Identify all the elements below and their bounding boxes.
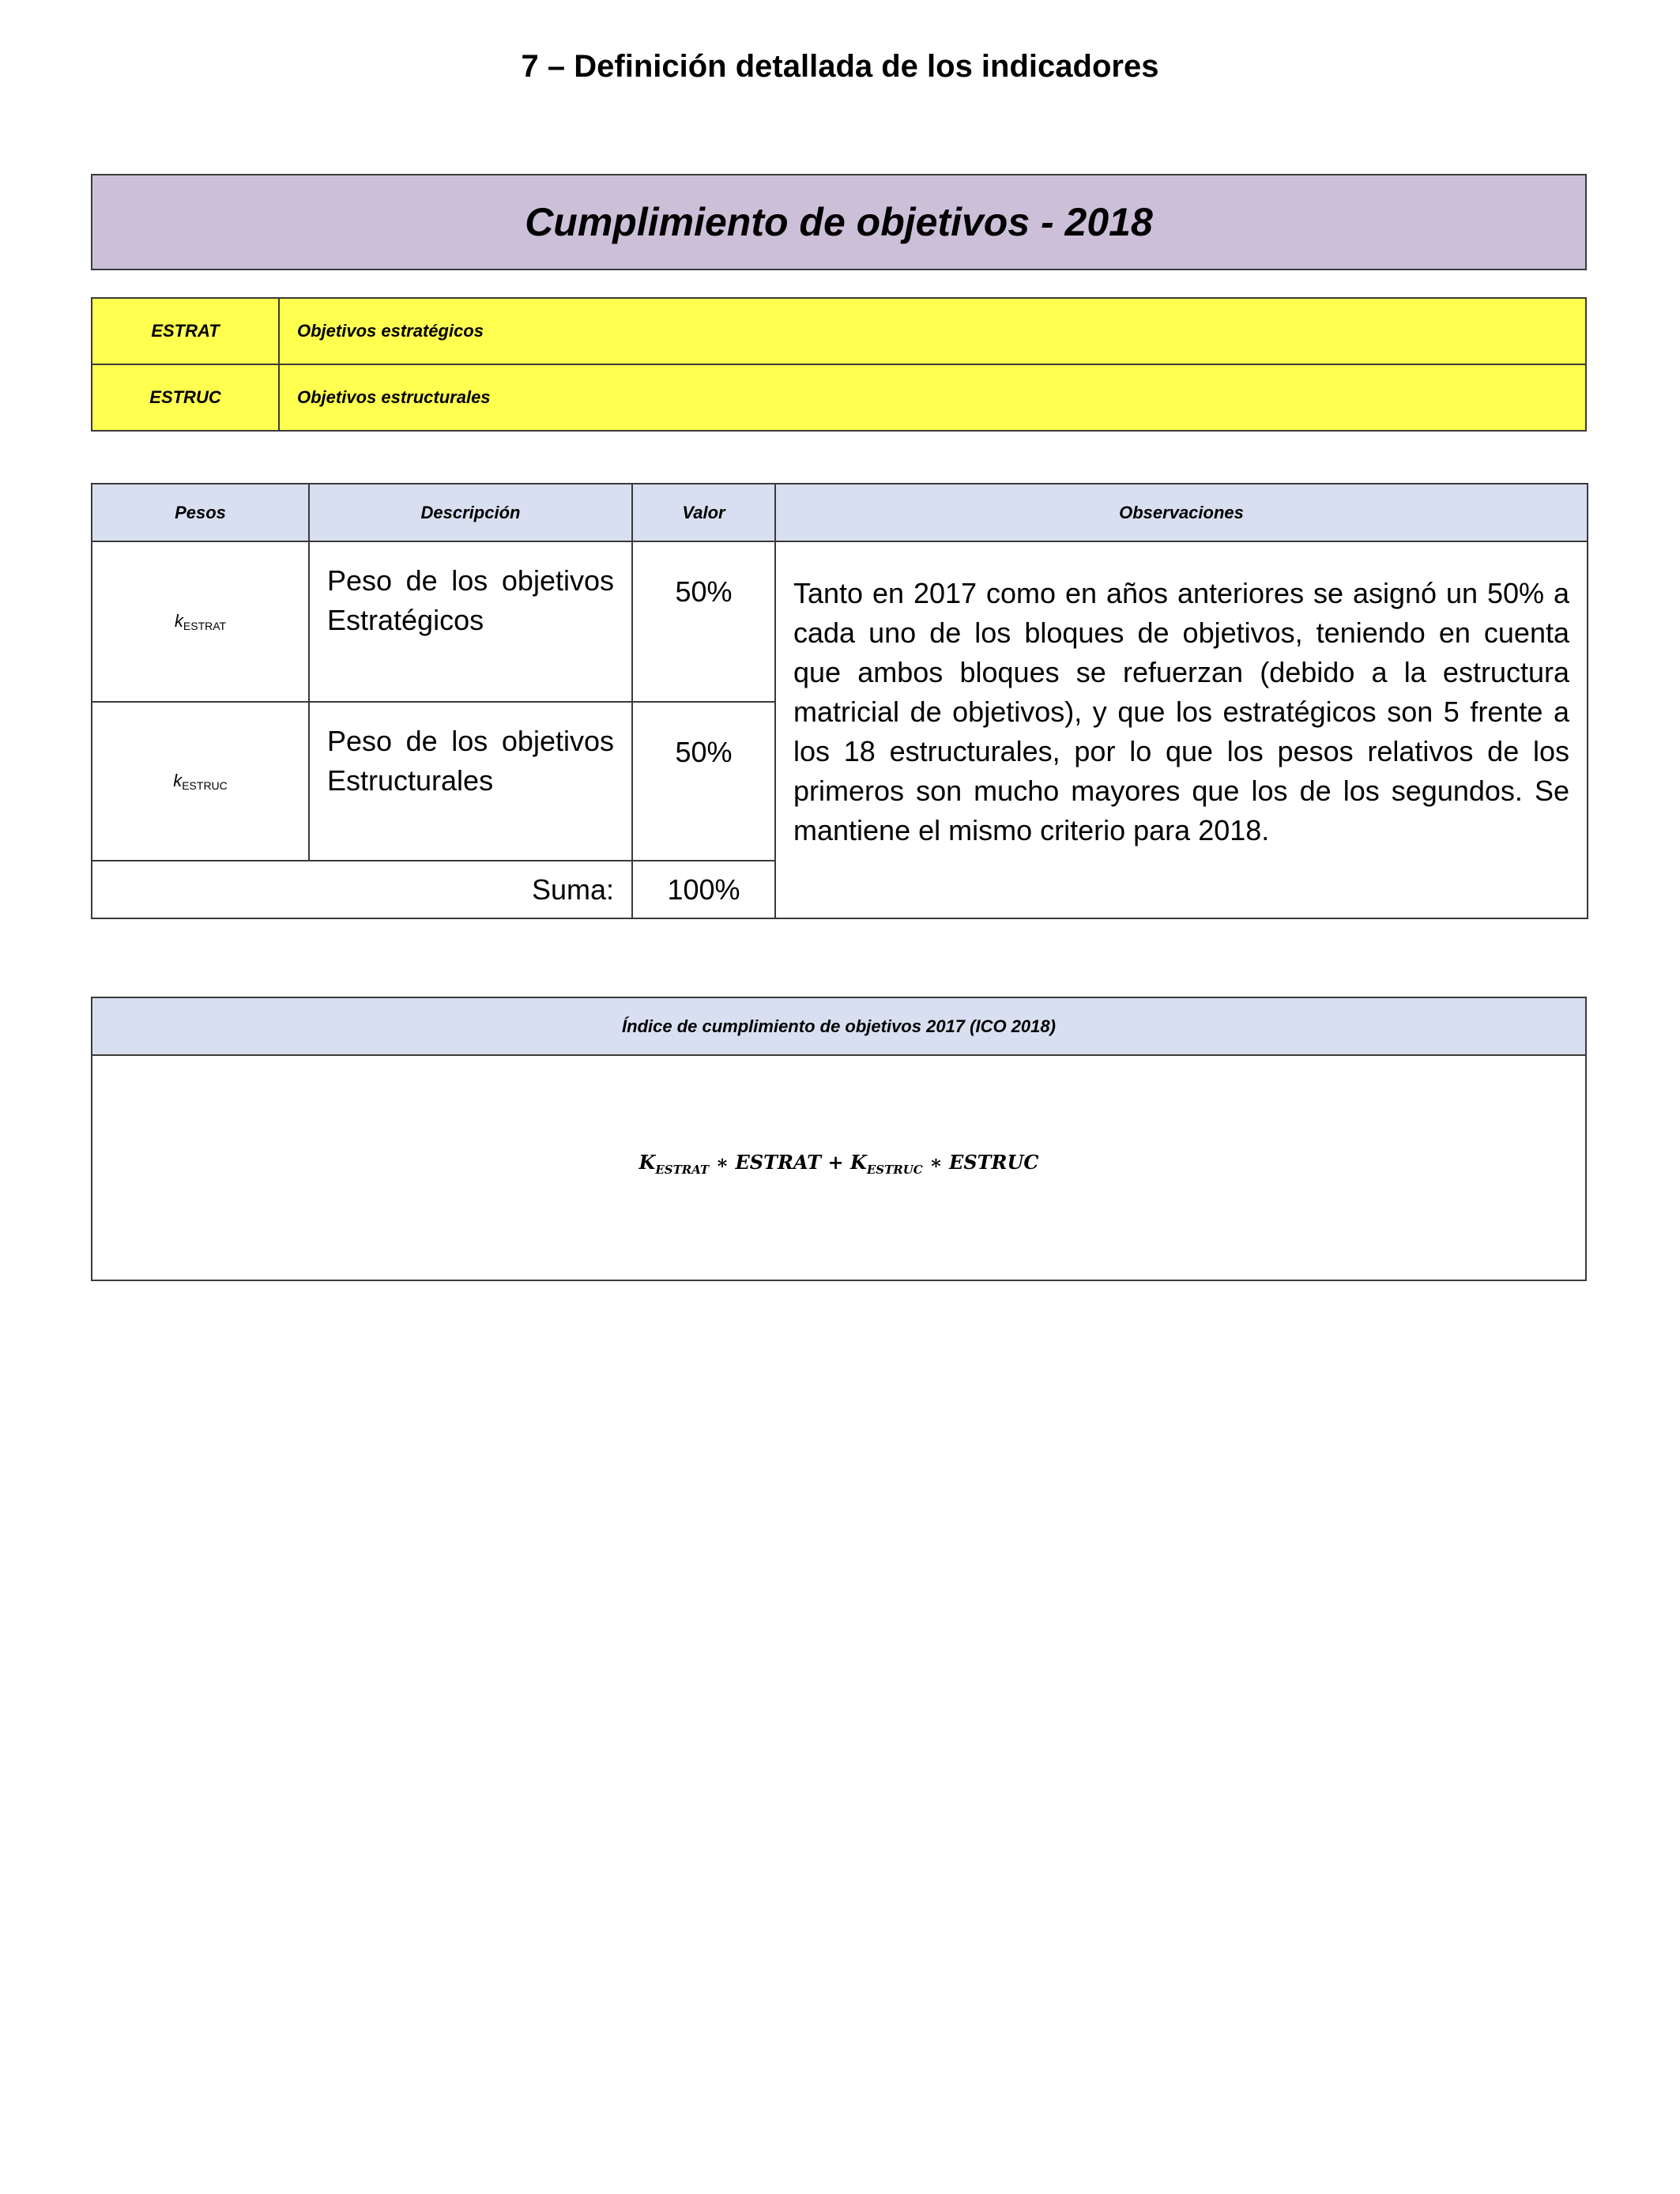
formula-plus: + bbox=[821, 1151, 850, 1174]
formula-k-subscript: ESTRAT bbox=[655, 1162, 710, 1177]
ico-formula bbox=[638, 1151, 1038, 1177]
index-header: Índice de cumplimiento de objetivos 2017 (ICO 2018) bbox=[92, 997, 1586, 1055]
legend-row bbox=[92, 298, 1586, 364]
indicator-title: Cumplimiento de objetivos - 2018 bbox=[91, 174, 1587, 270]
legend-table bbox=[91, 297, 1587, 432]
sum-value: 100% bbox=[632, 861, 775, 918]
header-valor: Valor bbox=[632, 484, 775, 541]
weight-symbol-letter: k bbox=[174, 611, 183, 631]
header-pesos: Pesos bbox=[92, 484, 309, 541]
formula-times: ∗ bbox=[709, 1151, 736, 1174]
sum-label: Suma: bbox=[92, 861, 632, 918]
legend-code: ESTRUC bbox=[92, 364, 279, 431]
index-formula-row bbox=[92, 1055, 1586, 1280]
weight-symbol-subscript: ESTRAT bbox=[183, 620, 227, 632]
index-table bbox=[91, 997, 1587, 1281]
header-descripcion: Descripción bbox=[309, 484, 632, 541]
formula-term: ESTRAT bbox=[735, 1151, 822, 1174]
weight-value: 50% bbox=[632, 541, 775, 702]
weight-description: Peso de los objetivos Estructurales bbox=[309, 702, 632, 861]
legend-row bbox=[92, 364, 1586, 431]
legend-description: Objetivos estratégicos bbox=[279, 298, 1586, 364]
header-observaciones: Observaciones bbox=[775, 484, 1588, 541]
legend-code: ESTRAT bbox=[92, 298, 279, 364]
weights-table bbox=[91, 483, 1588, 919]
formula-k: K bbox=[638, 1151, 656, 1174]
weights-header-row bbox=[92, 484, 1588, 541]
formula-cell bbox=[92, 1055, 1586, 1280]
formula-k-subscript: ESTRUC bbox=[866, 1162, 923, 1177]
formula-times: ∗ bbox=[922, 1151, 950, 1174]
weight-symbol bbox=[92, 541, 309, 702]
weight-description: Peso de los objetivos Estratégicos bbox=[309, 541, 632, 702]
table-row bbox=[92, 541, 1588, 702]
section-heading: 7 – Definición detallada de los indicadores bbox=[521, 49, 1159, 84]
legend-description: Objetivos estructurales bbox=[279, 364, 1586, 431]
index-header-row bbox=[92, 997, 1586, 1055]
observations-cell: Tanto en 2017 como en años anteriores se asignó un 50% a cada uno de los bloques de objetivos, teniendo en cuenta que ambos bloques se refuerzan (debido a la estructura matricial de objetivos), y que los estratégicos son 5 frente a los 18 estructurales, por lo que los pesos relativos de los primeros son mucho mayores que los de los segundos. Se mantiene el mismo criterio para 2018. bbox=[775, 541, 1588, 918]
weight-symbol bbox=[92, 702, 309, 861]
formula-k: K bbox=[849, 1151, 867, 1174]
weight-value: 50% bbox=[632, 702, 775, 861]
formula-term: ESTRUC bbox=[949, 1151, 1039, 1174]
weight-symbol-subscript: ESTRUC bbox=[182, 779, 228, 792]
weight-symbol-letter: k bbox=[173, 771, 183, 790]
